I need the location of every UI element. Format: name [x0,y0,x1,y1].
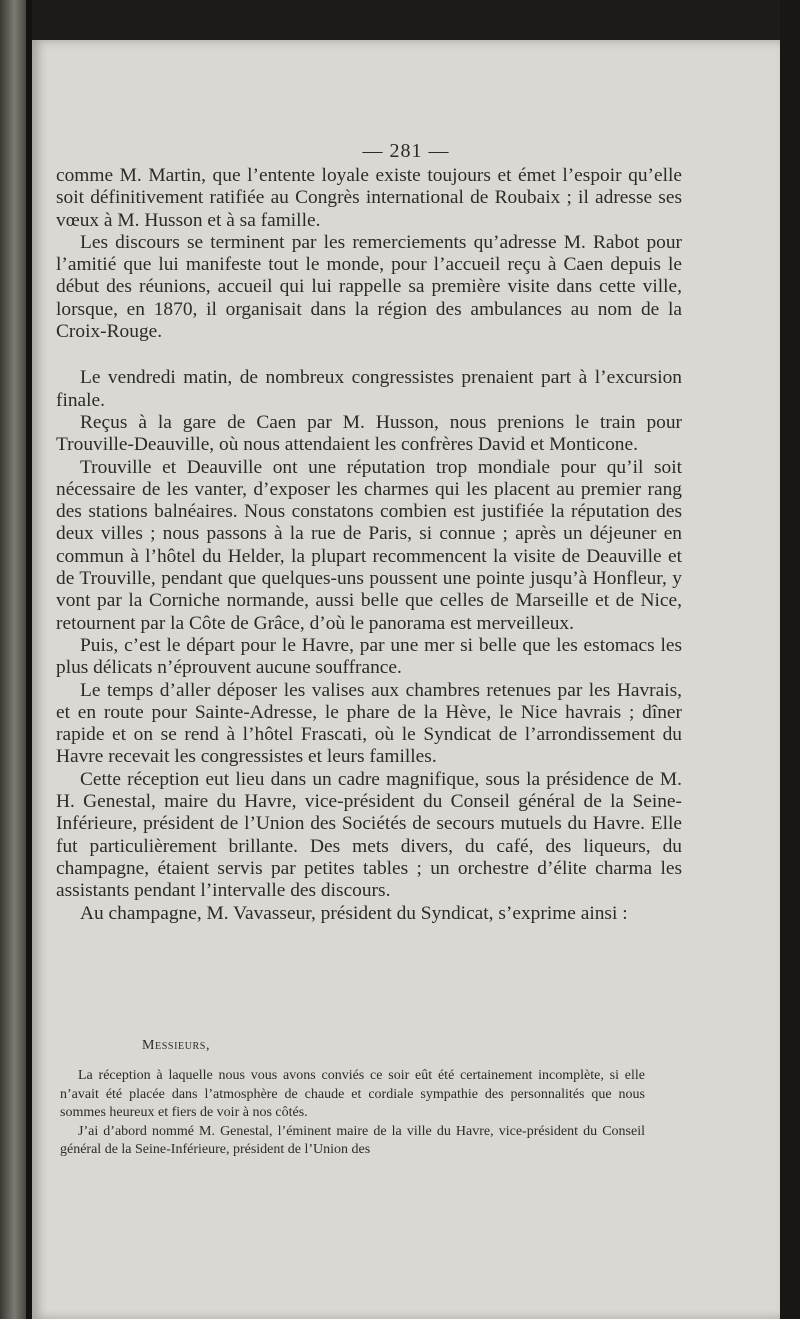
paragraph: Puis, c’est le départ pour le Havre, par une mer si belle que les estomacs les plus délicats n’éprouvent aucune souffrance. [56,634,682,679]
speech-salutation: Messieurs, [142,1038,211,1053]
paragraph: Le temps d’aller déposer les valises aux chambres retenues par les Havrais, et en route pour Sainte-Adresse, le phare de la Hève, le Nice havrais ; dîner rapide et on se rend à l’hôtel Frascati, où le Syndicat de l’arrondissement du Havre recevait les congressistes et leurs familles. [56,679,682,768]
paragraph: comme M. Martin, que l’entente loyale existe toujours et émet l’espoir qu’elle soit définitivement ratifiée au Congrès international de Roubaix ; il adresse ses vœux à M. Husson et à sa famille. [56,165,682,231]
speech-paragraph: La réception à laquelle nous vous avons conviés ce soir eût été certainement incomplète, si elle n’avait été placée dans l’atmosphère de chaude et cordiale sympathie des personnalités que nous sommes heureux et fiers de voir à nos côtés. [60,1068,645,1121]
paragraph: Trouville et Deauville ont une réputation trop mondiale pour qu’il soit nécessaire de les vanter, d’exposer les charmes qui les placent au premier rang des stations balnéaires. Nous constatons combien est justifiée la réputation des deux villes ; nous passons à la rue de Paris, si connue ; après un déjeuner en commun à l’hôtel du Helder, la plupart recommencent la visite de Deauville et de Trouville, pendant que quelques-uns poussent une pointe jusqu’à Honfleur, y vont par la Corniche normande, aussi belle que celles de Marseille et de Nice, retournent par la Côte de Grâce, d’où le panorama est merveilleux. [56,456,682,634]
paragraph: Le vendredi matin, de nombreux congressistes prenaient part à l’excursion finale. [56,367,682,411]
paragraph: Cette réception eut lieu dans un cadre magnifique, sous la présidence de M. H. Genestal, maire du Havre, vice-président du Conseil général de la Seine-Inférieure, président de l’Union des Sociétés de secours mutuels du Havre. Elle fut particulièrement brillante. Des mets divers, du café, des liqueurs, du champagne, étaient servis par petites tables ; un orchestre d’élite charma les assistants pendant l’intervalle des discours. [56,768,682,902]
paragraph: Les discours se terminent par les remerciements qu’adresse M. Rabot pour l’amitié que lui manifeste tout le monde, pour l’accueil reçu à Caen depuis le début des réunions, accueil qui lui rappelle sa première visite dans cette ville, lorsque, en 1870, il organisait dans la région des ambulances au nom de la Croix-Rouge. [56,231,682,343]
scan-background [780,0,800,1319]
speech-paragraph: J’ai d’abord nommé M. Genestal, l’éminent maire de la ville du Havre, vice-président du Conseil général de la Seine-Inférieure, président de l’Union des [60,1123,645,1158]
paragraph: Reçus à la gare de Caen par M. Husson, nous prenions le train pour Trouville-Deauville, où nous attendaient les confrères David et Monticone. [56,411,682,456]
page-number: — 281 — [362,140,450,162]
body-text [56,165,682,925]
speech-text [60,1067,645,1160]
facing-page-edge [0,0,26,1319]
paragraph: Au champagne, M. Vavasseur, président du Syndicat, s’exprime ainsi : [80,902,628,924]
book-page [32,40,780,1319]
